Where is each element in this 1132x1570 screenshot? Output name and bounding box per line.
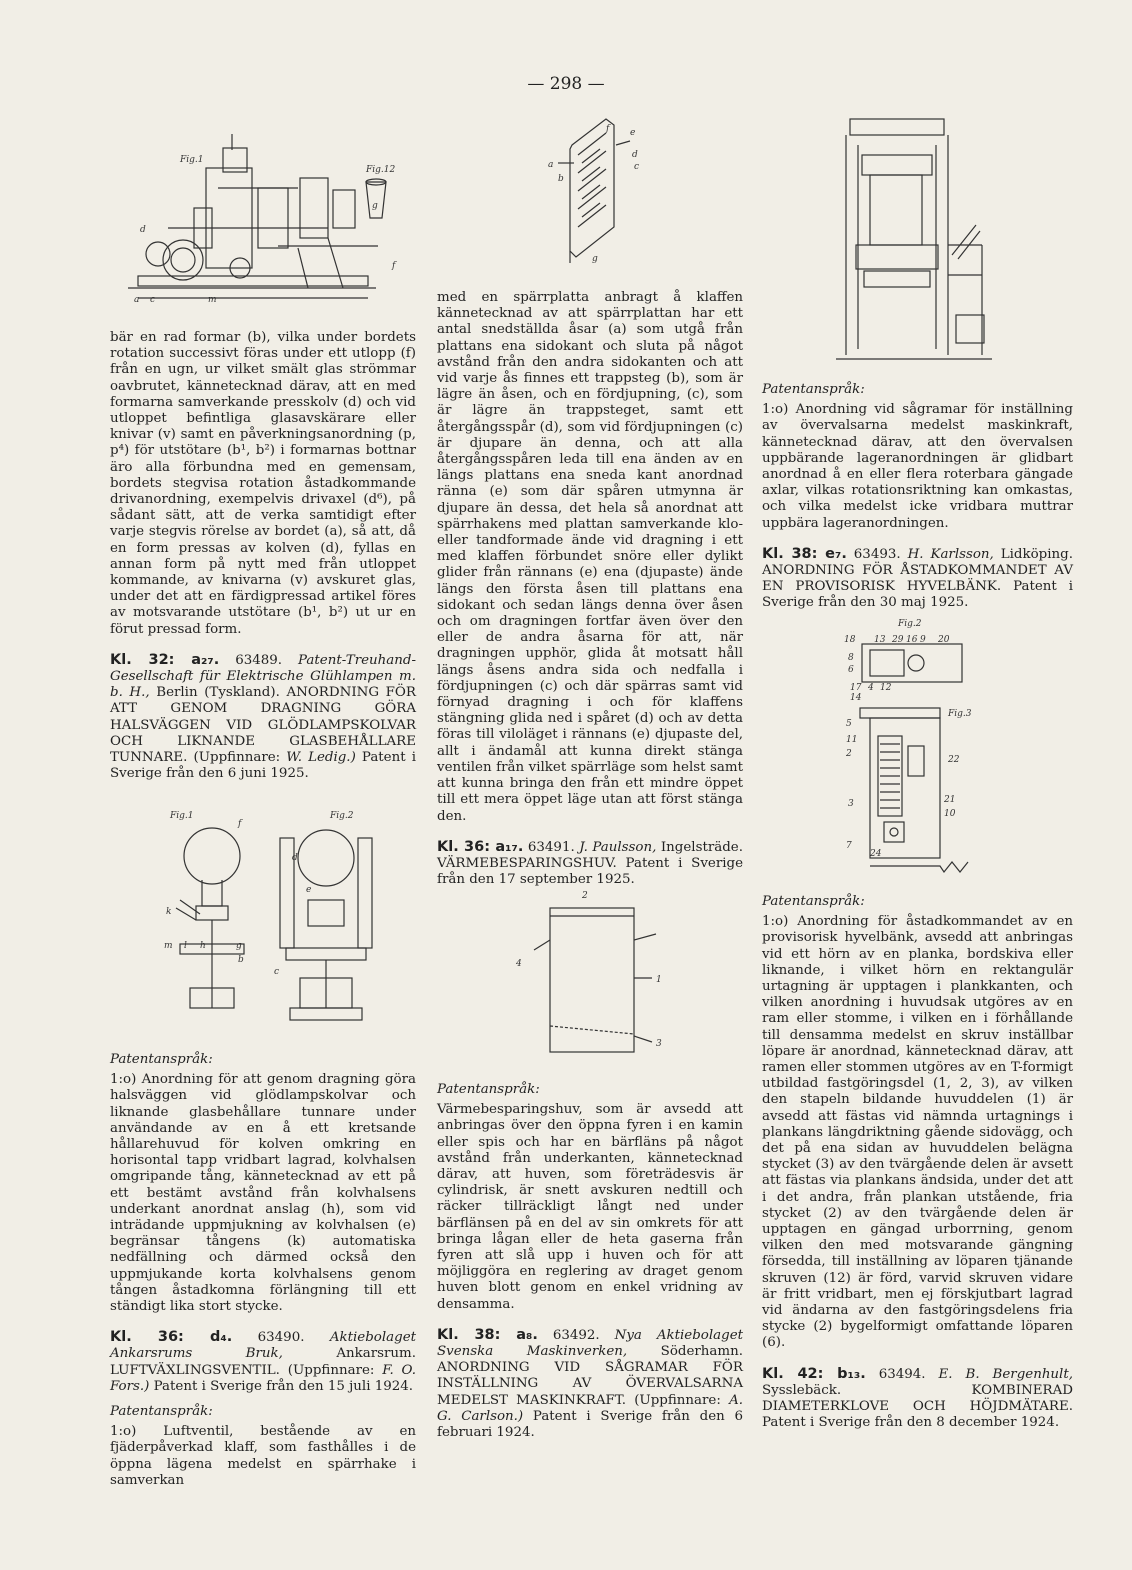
claim-63490: 1:o) Luftventil, bestående av en fjäderpåverkad klaff, som fasthålles i de öppna lägena medelst en spärrhake i samverkan <box>110 1424 416 1488</box>
figure-bulb-tongs <box>150 808 380 1028</box>
fig-label: b <box>558 174 564 184</box>
patent-body: Sysslebäck. KOMBINERAD DIAMETERKLOVE OCH HÖJDMÄTARE. Patent i Sverige från den 8 december 1924. <box>762 1382 1073 1431</box>
fig-label: c <box>150 295 156 305</box>
fig-label: m <box>164 941 173 951</box>
fig-label: 4 <box>516 959 522 969</box>
patent-date: Patent i Sverige från den 15 juli 1924. <box>153 1378 414 1394</box>
fig-label: 7 <box>846 841 852 851</box>
fig-label: k <box>166 907 172 917</box>
fig-label: 22 <box>948 755 960 765</box>
patent-entry-63491 <box>437 839 743 889</box>
fig-label: 17 <box>850 683 862 693</box>
fig-label: g <box>236 941 242 951</box>
fig-label: 6 <box>848 665 854 675</box>
applicant: H. Karlsson, <box>907 546 994 562</box>
inventor: A. G. Carlson.) <box>437 1392 743 1424</box>
claims-label: Patentanspråk: <box>762 382 865 397</box>
claims-label: Patentanspråk: <box>437 1082 540 1097</box>
class-label: Kl. 38: e₇. <box>762 545 847 562</box>
patent-entry-63490 <box>110 1329 416 1395</box>
fig-label: l <box>184 941 187 951</box>
claims-label: Patentanspråk: <box>110 1052 213 1067</box>
figure-planing-bench <box>840 616 990 878</box>
patent-entry-63493 <box>762 546 1073 612</box>
claim-63493: 1:o) Anordning för åstadkommandet av en provisorisk hyvelbänk, avsedd att anbringas vid ett hörn av en planka, bordskiva eller liknande, i vilket hörn en rektangulär urtagning är upptagen i plankkanten, och vilken anordning i huvudsak utgöres av en ram eller stomme, i vilken en i förhållande till densamma medelst en skruv inställbar löpare är anordnad, kännetecknad därav, att ramen eller stommen utgöres av en T-formigt utbildad fastgöringsdel (1, 2, 3), av vilken den stapeln bildande huvuddelen (1) är avsedd att fästas vid nämnda urtagnings i plankans längdriktning gående sidovägg, och det på ena sidan av huvuddelen belägna stycket (3) av den tvärgående delen är avsett att fästas via plankans ändsida, under det att i det andra, från plankan utstående, fria stycket (2) av den tvärgående delen är upptagen en gängad urborrning, genom vilken den med motsvarande gängning försedda, till inställning av löparen tjänande skruven (12) är förd, varvid skruven vidare är fritt vridbart, men ej förskjutbart lagrad vid ändarna av den fastgöringsdelens fria stycke (2) bygelformigt omfattande löparen (6). <box>762 914 1073 1351</box>
applicant: Patent-Treuhand-Gesellschaft für Elektrische Glühlampen m. b. H., <box>110 652 416 701</box>
applicant: Aktiebolaget Ankarsrums Bruk, <box>110 1330 417 1362</box>
fig-label: e <box>306 885 312 895</box>
fig-label: 14 <box>850 693 862 703</box>
patent-entry-63492 <box>437 1327 743 1441</box>
applicant: J. Paulsson, <box>579 839 657 855</box>
patent-body: Söderhamn. ANORDNING VID SÅGRAMAR FÖR INSTÄLLNING AV ÖVERVALSARNA MEDELST MASKINKRAFT. (Uppfinnare: <box>437 1344 743 1408</box>
class-label: Kl. 38: a₈. <box>437 1326 538 1343</box>
fig-label: 29 <box>892 635 904 645</box>
fig-label: e <box>630 128 636 138</box>
fig-label: 8 <box>848 653 854 663</box>
fig-label: Fig.2 <box>330 811 354 821</box>
figure-heat-hood <box>506 886 676 1058</box>
patent-date: Patent i Sverige från den 6 juni 1925. <box>110 750 416 782</box>
patent-date: Patent i Sverige från den 6 februari 1924. <box>437 1408 743 1441</box>
claim-63491: Värmebesparingshuv, som är avsedd att anbringas över den öppna fyren i en kamin eller spis och har en bärfläns på något avstånd från underkanten, kännetecknad därav, att huven, som företrädesvis är cylindrisk, är snett avskuren nedtill och räcker tillräckligt långt ned under bärflänsen på en del av sin omkrets för att bringa lågan eller de heta gaserna från fyren att slå upp i huven och för att möjliggöra en reglering av draget genom huven blott genom en enkel vridning av densamma. <box>437 1102 743 1312</box>
fig-label: Fig.3 <box>948 709 972 719</box>
fig-label: Fig.2 <box>898 619 922 629</box>
fig-label: 2 <box>582 891 588 901</box>
paragraph-63488-continuation: bär en rad formar (b), vilka under bordets rotation successivt föras under ett utlopp (f) från en ugn, ur vilket smält glas strömmar oavbrutet, kännetecknad därav, att en med formarna samverkande presskolv (d) och vid utloppet befintliga glasavskärare eller knivar (v) samt en påverkningsanordning (p, p⁴) för utstötare (b¹, b²) i formarnas bottnar äro alla förbundna med en gemensam, bordets stegvisa rotation åstadkommande drivanordning, exempelvis drivaxel (d⁶), på sådant sätt, att de verka samtidigt efter varje stegvis rörelse av bordet (a), så att, då en form pressas av kolven (d), fyllas en annan form på nytt med från utloppet kommande, av knivarna (v) avskuret glas, under det att en färdigpressad artikel föres av motsvarande utstötare (b¹, b²) ut ur en förut pressad form. <box>110 330 416 637</box>
inventor: W. Ledig.) <box>286 750 356 766</box>
figure-glass-press <box>128 128 408 306</box>
class-label: Kl. 36: d₄. <box>110 1329 233 1346</box>
page-number: — 298 — <box>527 74 605 94</box>
fig-label: a <box>548 160 554 170</box>
fig-label: 4 <box>868 683 874 693</box>
fig-label: 9 <box>920 635 926 645</box>
patent-body: Berlin (Tyskland). ANORDNING FÖR ATT GENOM DRAGNING GÖRA HALSVÄGGEN VID GLÖDLAMPSKOLVAR OCH LIKNANDE GLASBEHÅLLARE TUNNARE. (Uppfinnare: <box>110 685 416 766</box>
claim-63489: 1:o) Anordning för att genom dragning göra halsväggen vid glödlampskolvar och liknande glasbehållare tunnare under användande av en å ett kretsande hållarehuvud för kolven omkring en horisontal tapp vridbart lagrad, kolvhalsen omgripande tång, kännetecknad av ett på ett bestämt avstånd från kolvhalsens underkant anordnat anslag (h), som vid inträdande uppmjukning av kolvhalsen (e) begränsar tångens (k) automatiska nedfällning och därmed också den uppmjukande korta kolvhalsens genom tången åstadkomna förlängning till ett ständigt lika stort stycke. <box>110 1072 416 1315</box>
fig-label: Fig.1 <box>180 155 204 165</box>
fig-label: d <box>292 853 298 863</box>
fig-label: 16 <box>906 635 918 645</box>
patent-number: 63493. <box>853 546 901 562</box>
patent-entry-63494 <box>762 1366 1073 1432</box>
fig-label: 2 <box>846 749 852 759</box>
fig-label: m <box>208 295 217 305</box>
fig-label: f <box>238 819 242 829</box>
fig-label: 11 <box>846 735 858 745</box>
patent-body: Lidköping. ANORDNING FÖR ÅSTADKOMMANDET AV EN PROVISORISK HYVELBÄNK. Patent i Sverige från den 30 maj 1925. <box>762 546 1073 611</box>
fig-label: Fig.1 <box>170 811 194 821</box>
patent-entry-63489 <box>110 652 416 783</box>
applicant: E. B. Bergenhult, <box>938 1366 1073 1382</box>
fig-label: 10 <box>944 809 956 819</box>
fig-label: 24 <box>870 849 882 859</box>
fig-label: f <box>392 261 396 271</box>
patent-number: 63490. <box>257 1330 305 1346</box>
fig-label: 5 <box>846 719 852 729</box>
patent-body: Ingelsträde. VÄRMEBESPARINGSHUV. Patent i Sverige från den 17 september 1925. <box>437 839 743 888</box>
patent-number: 63489. <box>235 652 283 668</box>
fig-label: 13 <box>874 635 886 645</box>
fig-label: b <box>238 955 244 965</box>
fig-label: g <box>372 201 378 211</box>
fig-label: 3 <box>656 1039 662 1049</box>
fig-label: Fig.12 <box>366 165 396 175</box>
fig-label: c <box>634 162 640 172</box>
class-label: Kl. 32: a₂₇. <box>110 651 220 668</box>
class-label: Kl. 36: a₁₇. <box>437 838 524 855</box>
claim-63490-continuation: med en spärrplatta anbragt å klaffen kännetecknad av att spärrplattan har ett antal snedställda åsar (a) som utgå från plattans ena sidokant och sluta på något avstånd från den andra sidokanten och att vid varje ås finnes ett trappsteg (b), som är lägre än åsen, och en fördjupning, (c), som är lägre än trappsteget, samt ett återgångsspår (d), som vid fördjupningen (c) är djupare än denna, och att alla återgångsspåren leda till ena änden av en längs plattans ena sneda kant anordnad ränna (e) som där spåren utmynna är djupare än dessa, det hela så anordnat att spärrhakens med plattan samverkande klo- eller tandformade ände vid dragning i ett med klaffen förbundet snöre eller dylikt glider från rännans (e) ena (djupaste) ände längs den första åsen till plattans ena sidokant och sedan längs denna över åsen och om dragningen fortfar även över den eller de andra åsarna för att, när dragningen upphör, glida åt motsatt håll längs åsens andra sida och nedfalla i fördjupningen (c) och där spärras samt vid förnyad dragning i och för klaffens stängning glida ned i spåret (d) och av detta föras till viloläget i rännans (e) djupaste del, allt i ändamål att kunna direkt stänga ventilen från vilket spärrläge som helst samt att kunna bringa den från ett mindre öppet till ett mera öppet läge utan att först stänga den. <box>437 290 743 824</box>
fig-label: a <box>134 295 140 305</box>
patent-number: 63494. <box>878 1366 926 1382</box>
claims-label: Patentanspråk: <box>110 1404 213 1420</box>
fig-label: 1 <box>656 975 662 985</box>
fig-label: 18 <box>844 635 856 645</box>
figure-saw-frame <box>836 115 996 365</box>
fig-label: f <box>606 124 610 134</box>
fig-label: h <box>200 941 206 951</box>
patent-body: Ankarsrum. LUFTVÄXLINGSVENTIL. (Uppfinnare: <box>110 1346 416 1378</box>
patent-number: 63491. <box>527 839 575 855</box>
applicant: Nya Aktiebolaget Svenska Maskinverken, <box>437 1327 744 1360</box>
fig-label: 3 <box>848 799 854 809</box>
fig-label: d <box>632 150 638 160</box>
claim-63492: 1:o) Anordning vid sågramar för inställning av övervalsarna medelst maskinkraft, kännetecknad därav, att den övervalsen uppbärande lageranordningen är glidbart anordnad å en eller flera roterbara gängade axlar, vilkas rotationsriktning kan omkastas, och vilka medelst icke vridbara muttrar uppbära lageranordningen. <box>762 402 1073 531</box>
fig-label: 21 <box>944 795 956 805</box>
inventor: F. O. Fors.) <box>110 1362 417 1394</box>
patent-number: 63492. <box>552 1327 600 1343</box>
figure-ratchet-plate <box>540 115 650 267</box>
fig-label: c <box>274 967 280 977</box>
claims-label: Patentanspråk: <box>762 894 865 909</box>
class-label: Kl. 42: b₁₃. <box>762 1365 866 1382</box>
fig-label: 12 <box>880 683 892 693</box>
fig-label: d <box>140 225 146 235</box>
fig-label: 20 <box>938 635 950 645</box>
fig-label: g <box>592 254 598 264</box>
